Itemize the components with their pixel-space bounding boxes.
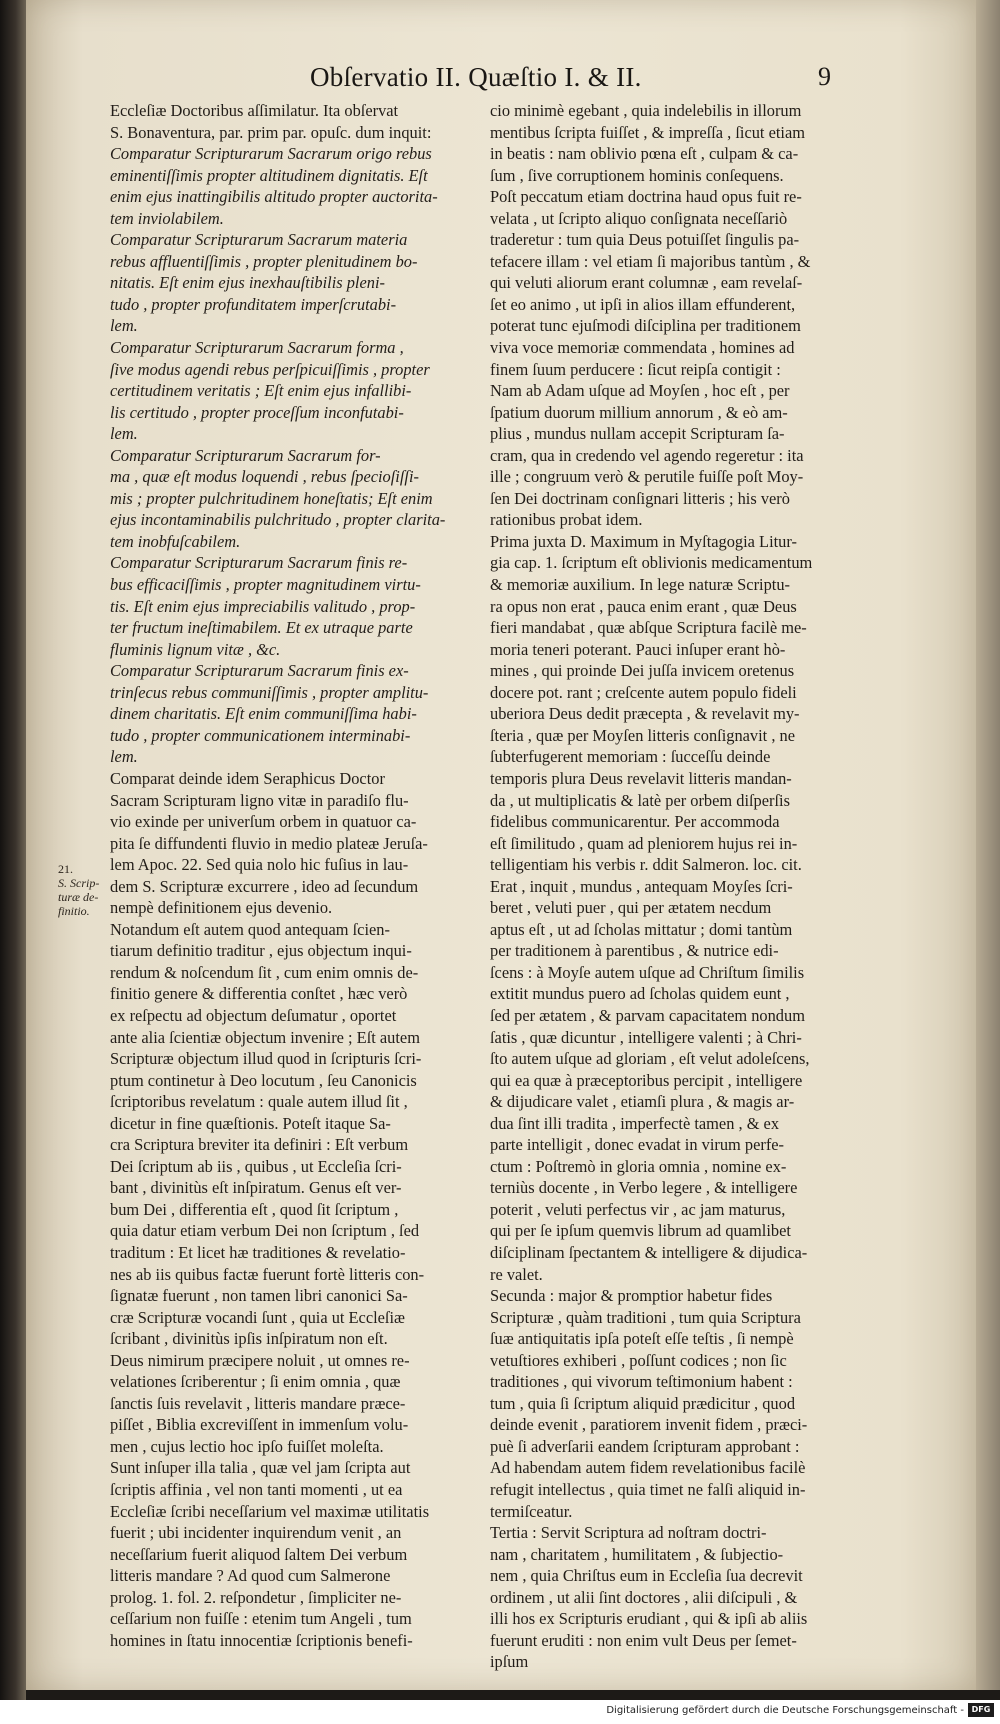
text-line: lem. — [110, 424, 138, 444]
text-line: ſatis , quæ dicuntur , intelligere valenti ; à Chri- — [490, 1027, 802, 1047]
text-line: ſcribant , divinitùs ipſis inſpiratum non eſt. — [110, 1329, 388, 1349]
text-line: beret , veluti puer , qui per ætatem necdum — [490, 898, 772, 918]
text-line: traditiones , qui vivorum teſtimonium habent : — [490, 1372, 793, 1392]
text-line: Dei ſcriptum ab iis , quibus , ut Eccleſia ſcri- — [110, 1156, 402, 1176]
text-line: Erat , inquit , mundus , antequam Moyſes ſcri- — [490, 876, 793, 896]
book-spine — [0, 0, 26, 1724]
text-line: Comparatur Scripturarum Sacrarum forma , — [110, 338, 404, 358]
text-line: tem inviolabilem. — [110, 208, 224, 228]
text-line: tiarum definitio traditur , ejus objectum inqui- — [110, 941, 412, 961]
text-line: tefacere illam : vel etiam ſi majoribus tantùm , & — [490, 251, 811, 271]
text-line: fuerit ; ubi incidenter inquirendum venit , an — [110, 1523, 402, 1543]
text-line: mentibus ſcripta fuiſſet , & impreſſa , ſicut etiam — [490, 122, 805, 142]
text-line: qui per ſe ipſum quemvis librum ad quamlibet — [490, 1221, 791, 1241]
text-line: fidelibus communicarentur. Per accommoda — [490, 812, 780, 832]
text-column-left — [110, 100, 482, 1651]
text-line: ptum continetur à Deo locutum , ſeu Canonicis — [110, 1070, 417, 1090]
text-line: Comparatur Scripturarum Sacrarum materia — [110, 230, 408, 250]
text-line: dinem charitatis. Eſt enim communiſſima habi- — [110, 704, 417, 724]
text-line: tudo , propter profunditatem imperſcrutabi- — [110, 294, 397, 314]
text-line: Eccleſiæ Doctoribus aſſimilatur. Ita obſervat — [110, 101, 399, 120]
margin-note-line: S. Scrip- — [58, 876, 100, 890]
text-line: Eccleſiæ ſcribi neceſſarium vel maximæ utilitatis — [110, 1501, 430, 1521]
text-line: Prima juxta D. Maximum in Myſtagogia Litur- — [490, 531, 797, 551]
text-line: quia datur etiam verbum Dei non ſcriptum , ſed — [110, 1221, 420, 1241]
text-line: bus efficaciſſimis , propter magnitudinem virtu- — [110, 575, 421, 595]
margin-note-line: finitio. — [58, 904, 90, 918]
text-line: terniùs docente , in Verbo legere , & intelligere — [490, 1178, 798, 1198]
text-line: men , cujus lectio hoc ipſo fuiſſet moleſta. — [110, 1436, 384, 1456]
text-line: cra Scriptura breviter ita definiri : Eſt verbum — [110, 1135, 409, 1155]
text-line: Sacram Scripturam ligno vitæ in paradiſo flu- — [110, 790, 409, 810]
text-line: poterat tunc ejuſmodi diſciplina per traditionem — [490, 316, 801, 336]
text-line: deinde evenit , paratiorem invenit fidem , præci- — [490, 1415, 808, 1435]
text-line: vetuſtiores exhiberi , poſſunt codices ; non ſic — [490, 1350, 787, 1370]
text-line: ſcriptoribus revelatum : quale autem illud ſit , — [110, 1092, 408, 1112]
text-line: Secunda : major & promptior habetur fides — [490, 1286, 773, 1306]
text-line: dem S. Scripturæ excurrere , ideo ad ſecundum — [110, 876, 419, 896]
text-line: uberiora Deus dedit præcepta , & revelavit my- — [490, 704, 800, 724]
text-line: rendum & noſcendum ſit , cum enim omnis de- — [110, 962, 419, 982]
text-line: tum , quia ſi ſcriptum aliquid prædicitur , quod — [490, 1393, 796, 1413]
text-line: plius , mundus nullam accepit Scripturam ſa- — [490, 424, 785, 444]
text-line: velationes ſcriberentur ; ſi enim omnia , quæ — [110, 1372, 401, 1392]
text-line: ter fructum ineſtimabilem. Et ex utraque parte — [110, 618, 413, 638]
text-line: velata , ut ſcripto aliquo conſignata neceſſariò — [490, 208, 788, 228]
text-line: eſt ſimilitudo , quam ad pleniorem hujus rei in- — [490, 833, 798, 853]
text-line: homines in ſtatu innocentiæ ſcriptionis benefi- — [110, 1630, 413, 1650]
text-line: nem , quia Chriſtus eum in Eccleſia ſua decrevit — [490, 1566, 803, 1586]
text-line: ordinem , ut alii ſint doctores , alii diſcipuli , & — [490, 1587, 798, 1607]
text-line: termiſceatur. — [490, 1501, 573, 1521]
text-line: ſcriptis affinia , vel non tanti momenti , ut ea — [110, 1480, 403, 1499]
text-line: ctum : Poſtremò in gloria omnia , nomine ex- — [490, 1156, 787, 1176]
text-line: puè ſi adverſarii eandem ſcripturam approbant : — [490, 1436, 800, 1456]
text-line: mis ; propter pulchritudinem honeſtatis; Eſt enim — [110, 488, 433, 508]
text-line: ma , quæ eſt modus loquendi , rebus ſpecioſiſſi- — [110, 467, 419, 487]
text-line: Comparatur Scripturarum Sacrarum origo rebus — [110, 144, 432, 164]
margin-note-number: 21. — [58, 862, 73, 876]
text-line: cio minimè egebant , quia indelebilis in illorum — [490, 101, 802, 120]
text-line: neceſſarium fuerit aliquod ſaltem Dei verbum — [110, 1544, 408, 1564]
text-line: cræ Scripturæ vocandi ſunt , quia ut Eccleſiæ — [110, 1307, 405, 1327]
text-line: trinſecus rebus communiſſimis , propter amplitu- — [110, 682, 429, 702]
text-line: poterit , veluti perfectus vir , ac jam maturus, — [490, 1199, 786, 1219]
text-line: gia cap. 1. ſcriptum eſt oblivionis medicamentum — [490, 553, 813, 573]
text-line: ille ; congruum verò & perutile fuiſſe poſt Moy- — [490, 467, 804, 487]
text-line: finitio genere & differentia conſtet , hæc verò — [110, 984, 408, 1004]
page-number: 9 — [818, 62, 831, 91]
text-line: nitatis. Eſt enim ejus inexhauſtibilis pleni- — [110, 273, 385, 293]
text-line: Tertia : Servit Scriptura ad noſtram doctri- — [490, 1523, 767, 1543]
text-line: in beatis : nam oblivio pœna eſt , culpam & ca- — [490, 144, 799, 164]
text-line: tis. Eſt enim ejus impreciabilis valitudo , prop- — [110, 596, 416, 616]
text-line: ſteria , quæ per Moyſen litteris conſignavit , ne — [490, 725, 795, 745]
text-line: telligentiam his verbis r. ddit Salmeron. loc. cit. — [490, 855, 802, 875]
text-line: ſignatæ fuerunt , non tamen libri canonici Sa- — [110, 1286, 408, 1306]
page-edge — [976, 0, 1000, 1690]
text-line: ejus incontaminabilis pulchritudo , propter clarita- — [110, 510, 446, 530]
text-line: nes ab iis quibus factæ fuerunt fortè litteris con- — [110, 1264, 425, 1284]
text-line: & dijudicare valet , etiamſi plura , & magis ar- — [490, 1092, 795, 1112]
text-line: ſen Dei doctrinam conſignari litteris ; his verò — [490, 488, 790, 508]
running-head: Obſervatio II. Quæſtio I. & II. — [310, 62, 642, 92]
text-line: Nam ab Adam uſque ad Moyſen , hoc eſt , per — [490, 381, 790, 401]
text-line: ſive modus agendi rebus perſpicuiſſimis , propter — [110, 359, 430, 379]
text-line: diſciplinam ſpectantem & intelligere & dijudica- — [490, 1242, 808, 1262]
text-line: pita ſe diffundenti fluvio in medio plateæ Jeruſa- — [110, 833, 428, 853]
text-line: lis certitudo , propter proceſſum inconfutabi- — [110, 402, 404, 422]
text-column-right — [490, 100, 840, 1673]
text-line: S. Bonaventura, par. prim par. opuſc. dum inquit: — [110, 122, 432, 142]
text-line: ante alia ſcientiæ objectum invenire ; Eſt autem — [110, 1027, 420, 1047]
text-line: certitudinem veritatis ; Eſt enim ejus infallibi- — [110, 381, 412, 401]
text-line: fluminis lignum vitæ , &c. — [110, 639, 281, 659]
digitization-credit: Digitalisierung gefördert durch die Deutsche Forschungsgemeinschaft - — [606, 1705, 964, 1716]
text-line: nempè definitionem ejus devenio. — [110, 898, 333, 918]
text-line: enim ejus inattingibilis altitudo propter auctorita- — [110, 187, 438, 207]
text-line: viva voce memoriæ commendata , homines ad — [490, 338, 795, 358]
text-line: dua ſint illi tradita , imperfectè tamen , & ex — [490, 1113, 780, 1133]
text-line: refugit intellectus , quia timet ne falſi aliquid in- — [490, 1480, 806, 1499]
text-line: tem inobfuſcabilem. — [110, 531, 241, 551]
text-line: Comparatur Scripturarum Sacrarum finis re- — [110, 553, 408, 573]
text-line: qui veluti aliorum erant columnæ , eam revelaſ- — [490, 273, 803, 293]
text-line: Scripturæ , quàm traditioni , tum quia Scriptura — [490, 1307, 801, 1327]
text-line: Ad habendam autem fidem revelationibus facilè — [490, 1458, 806, 1478]
text-line: aptus eſt , ut ad ſcholas mittatur ; domi tantùm — [490, 919, 793, 939]
text-line: re valet. — [490, 1264, 543, 1284]
text-line: illi hos ex Scripturis erudiant , qui & ipſi ab aliis — [490, 1609, 808, 1629]
text-line: finem ſuum perducere : ſicut reipſa contigit : — [490, 359, 781, 379]
text-line: piſſet , Biblia excreviſſent in immenſum volu- — [110, 1415, 409, 1435]
text-line: rationibus probat idem. — [490, 510, 643, 530]
text-line: litteris mandare ? Ad quod cum Salmerone — [110, 1566, 391, 1586]
text-line: Sunt inſuper illa talia , quæ vel jam ſcripta aut — [110, 1458, 411, 1478]
text-line: fieri mandabat , quæ abſque Scriptura facilè me- — [490, 618, 807, 638]
text-line: qui ea quæ à præceptoribus percipit , intelligere — [490, 1070, 803, 1090]
text-line: fuerunt eruditi : non enim vult Deus per ſemet- — [490, 1630, 797, 1650]
text-line: ſum , ſive corruptionem hominis conſequens. — [490, 165, 784, 185]
text-line: rebus affluentiſſimis , propter plenitudinem bo- — [110, 251, 418, 271]
text-line: temporis plura Deus revelavit litteris mandan- — [490, 768, 792, 788]
text-line: ipſum — [490, 1652, 529, 1672]
text-line: cram, qua in credendo vel agendo regeretur : ita — [490, 445, 804, 465]
text-line: prolog. 1. fol. 2. reſpondetur , ſimpliciter ne- — [110, 1587, 402, 1607]
dfg-logo: DFG — [968, 1703, 994, 1717]
text-line: docere pot. rant ; creſcente autem populo fideli — [490, 682, 797, 702]
text-line: bant , divinitùs eſt inſpiratum. Genus eſt ver- — [110, 1178, 402, 1198]
text-line: lem Apoc. 22. Sed quia nolo hic fuſius in lau- — [110, 855, 409, 875]
text-line: traditum : Et licet hæ traditiones & revelatio- — [110, 1242, 406, 1262]
text-line: Notandum eſt autem quod antequam ſcien- — [110, 919, 390, 939]
text-line: tudo , propter communicationem interminabi- — [110, 725, 411, 745]
text-line: eminentiſſimis propter altitudinem dignitatis. Eſt — [110, 165, 428, 185]
text-line: per traditionem à parentibus , & nutrice edi- — [490, 941, 779, 961]
margin-note — [58, 862, 99, 918]
text-line: Scripturæ objectum illud quod in ſcripturis ſcri- — [110, 1049, 422, 1069]
text-line: Poſt peccatum etiam doctrina haud opus fuit re- — [490, 187, 802, 207]
text-line: dicetur in fine quæſtionis. Poteſt itaque Sa- — [110, 1113, 391, 1133]
text-line: ſed per ætatem , & parvam capacitatem nondum — [490, 1005, 805, 1025]
text-line: ceſſarium non fuiſſe : etenim tum Angeli , tum — [110, 1609, 412, 1629]
text-line: ſuæ antiquitatis ipſa poteſt eſſe teſtis , ſi nempè — [490, 1329, 794, 1349]
text-line: parte intelligit , donec evadat in virum perfe- — [490, 1135, 785, 1155]
text-line: & memoriæ auxilium. In lege naturæ Scriptu- — [490, 575, 790, 595]
text-line: lem. — [110, 316, 138, 336]
text-line: mines , qui proinde Dei juſſa invicem oretenus — [490, 661, 795, 681]
text-line: traderetur : tum quia Deus potuiſſet ſingulis pa- — [490, 230, 800, 250]
text-line: bum Dei , differentia eſt , quod ſit ſcriptum , — [110, 1199, 399, 1219]
text-line: ſanctis ſuis revelavit , litteris mandare præce- — [110, 1393, 406, 1413]
text-line: ſto autem uſque ad gloriam , eſt velut adoleſcens, — [490, 1049, 810, 1069]
text-line: Deus nimirum præcipere noluit , ut omnes re- — [110, 1350, 410, 1370]
text-line: nam , charitatem , humilitatem , & ſubjectio- — [490, 1544, 784, 1564]
text-line: ſubterfugerent memoriam : ſucceſſu deinde — [490, 747, 771, 767]
text-line: ſcens : à Moyſe autem uſque ad Chriſtum ſimilis — [490, 962, 805, 982]
text-line: Comparatur Scripturarum Sacrarum for- — [110, 445, 381, 465]
text-line: ra opus non erat , pauca enim erant , quæ Deus — [490, 596, 797, 616]
margin-note-line: turæ de- — [58, 890, 99, 904]
text-line: moria teneri poterant. Pauci inſuper erant hò- — [490, 639, 786, 659]
text-line: extitit mundus puero ad ſcholas quidem eunt , — [490, 984, 790, 1004]
text-line: ex reſpectu ad objectum deſumatur , oportet — [110, 1005, 397, 1025]
text-line: da , ut multiplicatis & latè per orbem diſperſis — [490, 790, 790, 810]
text-line: vio exinde per univerſum orbem in quatuor ca- — [110, 812, 417, 832]
text-line: ſet eo animo , ut ipſi in alios illam effunderent, — [490, 294, 796, 314]
text-line: lem. — [110, 747, 138, 767]
text-line: ſpatium duorum millium annorum , & eò am- — [490, 402, 788, 422]
text-line: Comparatur Scripturarum Sacrarum finis ex- — [110, 661, 409, 681]
text-line: Comparat deinde idem Seraphicus Doctor — [110, 768, 385, 788]
